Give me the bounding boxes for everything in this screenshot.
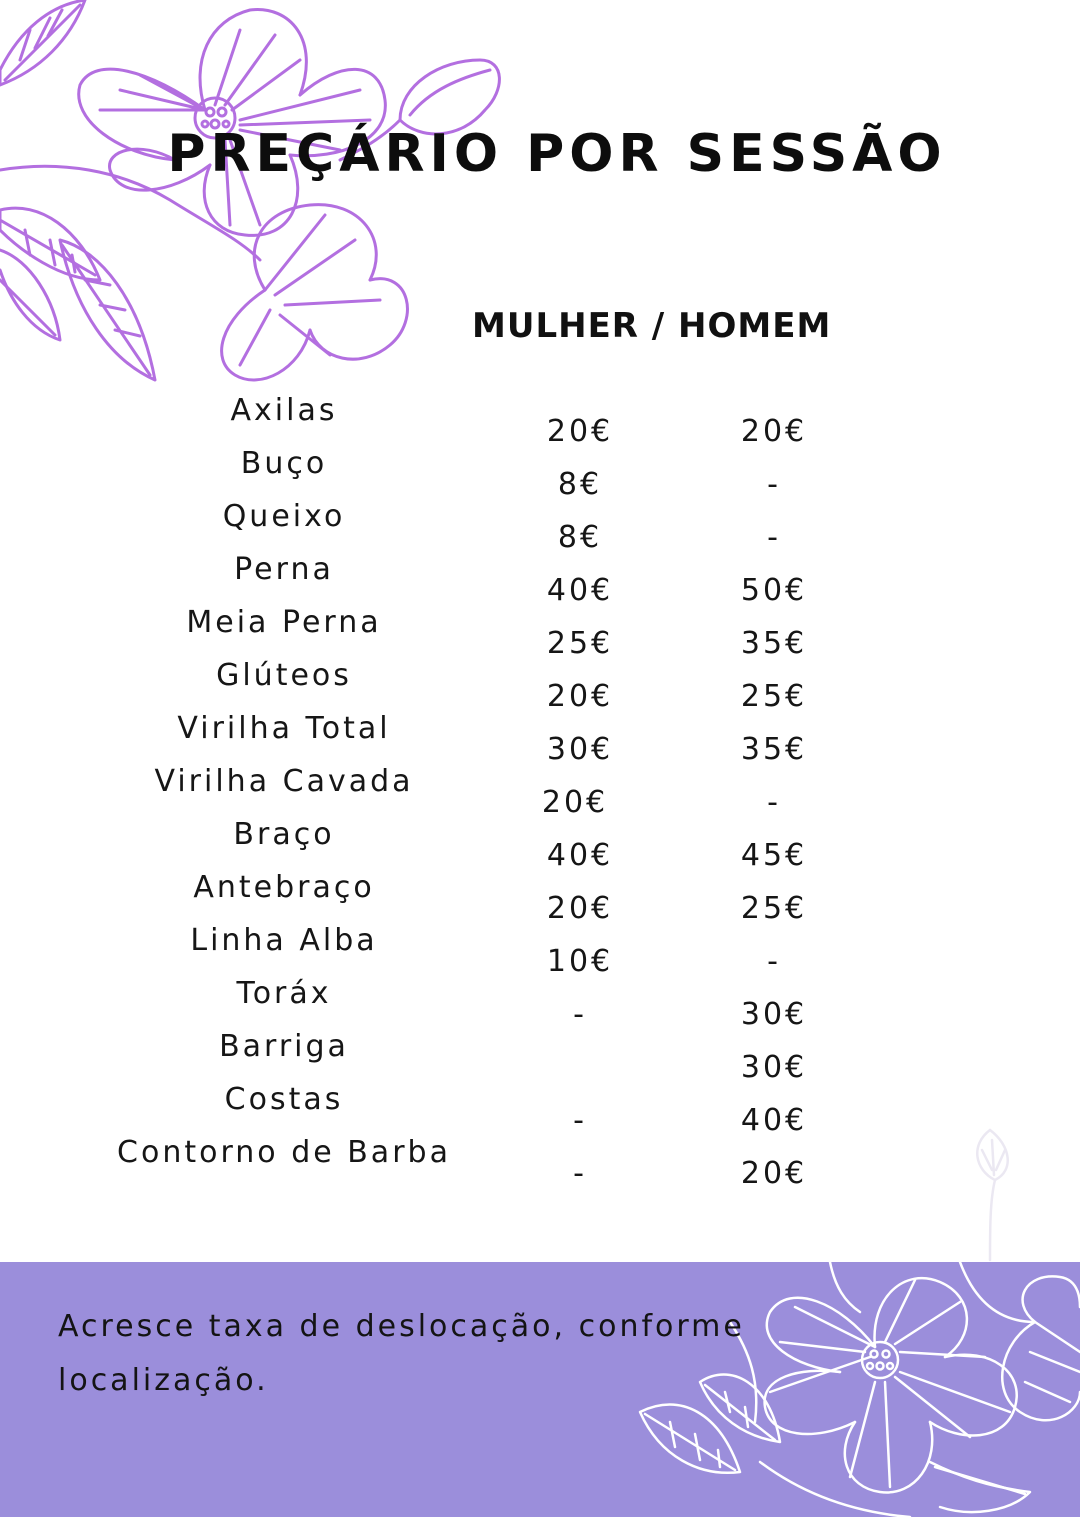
service-name: Glúteos bbox=[216, 658, 352, 693]
price-homem: 40€ bbox=[740, 1103, 808, 1138]
price-mulher: 40€ bbox=[546, 573, 614, 608]
price-homem: 50€ bbox=[740, 573, 808, 608]
price-homem: 30€ bbox=[740, 997, 808, 1032]
service-name: Antebraço bbox=[193, 870, 375, 905]
price-mulher: 10€ bbox=[546, 944, 614, 979]
page-title: PREÇÁRIO POR SESSÃO bbox=[167, 124, 947, 184]
service-name: Braço bbox=[233, 817, 335, 852]
price-mulher: 20€ bbox=[546, 679, 614, 714]
price-mulher: 25€ bbox=[546, 626, 614, 661]
service-name: Barriga bbox=[219, 1029, 349, 1064]
price-homem: - bbox=[767, 520, 781, 555]
service-name: Buço bbox=[240, 446, 328, 481]
price-homem: 35€ bbox=[740, 626, 808, 661]
price-homem: - bbox=[767, 944, 781, 979]
footer-band bbox=[0, 1262, 1080, 1517]
flower-bud-faint-icon bbox=[950, 1120, 1030, 1270]
price-mulher: 20€ bbox=[546, 414, 614, 449]
price-homem: 20€ bbox=[740, 414, 808, 449]
service-name: Virilha Total bbox=[177, 711, 391, 746]
price-mulher: 8€ bbox=[557, 467, 603, 502]
price-mulher: 8€ bbox=[557, 520, 603, 555]
price-mulher: - bbox=[573, 1156, 587, 1191]
price-mulher: 30€ bbox=[546, 732, 614, 767]
price-mulher: 40€ bbox=[546, 838, 614, 873]
service-name: Virilha Cavada bbox=[154, 764, 414, 799]
price-mulher: - bbox=[573, 1103, 587, 1138]
flower-illustration-top-icon bbox=[0, 0, 520, 400]
price-mulher: - bbox=[573, 997, 587, 1032]
price-homem: 45€ bbox=[740, 838, 808, 873]
service-name: Costas bbox=[224, 1082, 344, 1117]
price-homem: 25€ bbox=[740, 891, 808, 926]
price-homem: 35€ bbox=[740, 732, 808, 767]
price-homem: 20€ bbox=[740, 1156, 808, 1191]
service-name: Toráx bbox=[236, 976, 332, 1011]
price-homem: - bbox=[767, 785, 781, 820]
service-name: Axilas bbox=[230, 393, 338, 428]
column-header-mulher-homem: MULHER / HOMEM bbox=[472, 306, 832, 346]
price-homem: 25€ bbox=[740, 679, 808, 714]
service-name: Contorno de Barba bbox=[117, 1135, 451, 1170]
footer-note-line-2: localização. bbox=[58, 1363, 269, 1398]
price-homem: 30€ bbox=[740, 1050, 808, 1085]
price-homem: - bbox=[767, 467, 781, 502]
price-mulher: 20€ bbox=[546, 891, 614, 926]
service-name: Linha Alba bbox=[190, 923, 378, 958]
footer-note bbox=[58, 1300, 778, 1408]
footer-note-line-1: Acresce taxa de deslocação, conforme bbox=[58, 1309, 745, 1344]
service-name: Queixo bbox=[222, 499, 346, 534]
service-name: Meia Perna bbox=[186, 605, 382, 640]
price-mulher: 20€ bbox=[541, 785, 609, 820]
service-name: Perna bbox=[234, 552, 334, 587]
